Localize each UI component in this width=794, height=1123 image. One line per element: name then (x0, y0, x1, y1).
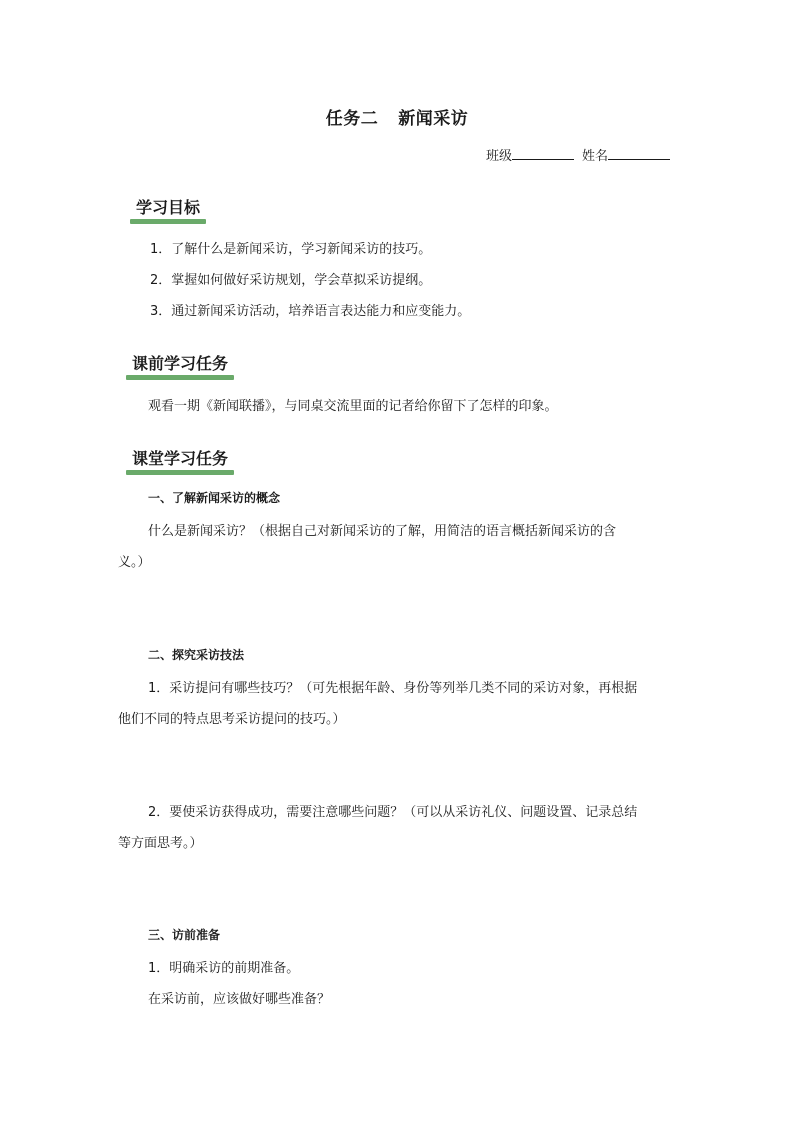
subsection-heading-preparation: 三、访前准备 (148, 928, 221, 942)
question-line: 义。） (118, 555, 151, 570)
goal-item: 2．掌握如何做好采访规划，学会草拟采访提纲。 (150, 273, 432, 288)
class-name-line (486, 145, 670, 164)
section-heading-pre-class: 课前学习任务 (126, 351, 234, 377)
question-line: 1．明确采访的前期准备。 (148, 961, 300, 976)
section-heading-in-class: 课堂学习任务 (126, 446, 234, 472)
class-blank[interactable] (512, 146, 574, 160)
question-line: 在采访前，应该做好哪些准备？ (148, 992, 331, 1007)
goal-item: 1．了解什么是新闻采访，学习新闻采访的技巧。 (150, 242, 432, 257)
question-line: 等方面思考。） (118, 836, 203, 851)
class-label: 班级 (486, 149, 513, 164)
subsection-heading-techniques: 二、探究采访技法 (148, 648, 245, 662)
pre-class-task: 观看一期《新闻联播》，与同桌交流里面的记者给你留下了怎样的印象。 (148, 399, 558, 414)
title-topic: 新闻采访 (398, 109, 469, 129)
name-blank[interactable] (608, 146, 670, 160)
name-label: 姓名 (582, 149, 609, 164)
subsection-heading-concept: 一、了解新闻采访的概念 (148, 491, 281, 505)
section-heading-goals: 学习目标 (130, 195, 206, 221)
question-line: 他们不同的特点思考采访提问的技巧。） (118, 712, 346, 727)
question-line: 1．采访提问有哪些技巧？（可先根据年龄、身份等列举几类不同的采访对象，再根据 (148, 681, 638, 696)
page-title (0, 104, 794, 129)
goal-item: 3．通过新闻采访活动，培养语言表达能力和应变能力。 (150, 304, 471, 319)
title-task: 任务二 (325, 109, 379, 129)
question-line: 2．要使采访获得成功，需要注意哪些问题？（可以从采访礼仪、问题设置、记录总结 (148, 805, 638, 820)
question-line: 什么是新闻采访？（根据自己对新闻采访的了解，用简洁的语言概括新闻采访的含 (148, 524, 617, 539)
